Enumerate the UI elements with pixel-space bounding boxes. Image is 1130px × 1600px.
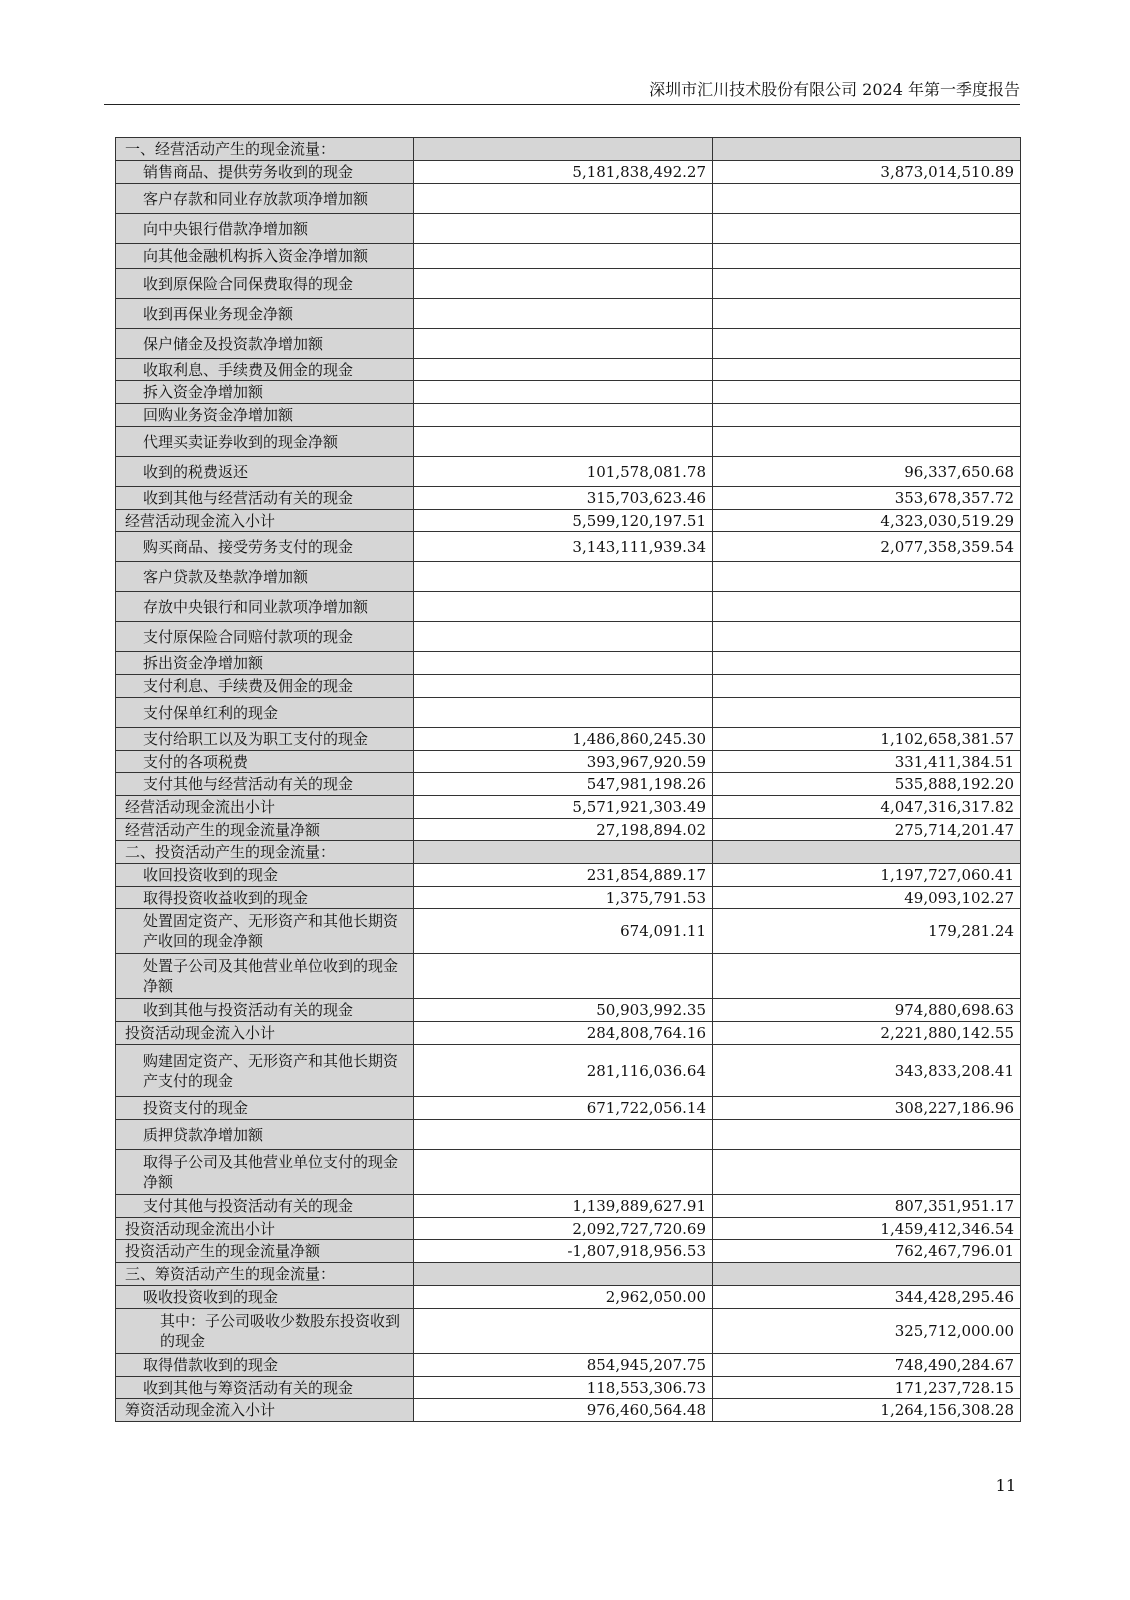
row-label: 投资活动产生的现金流量净额	[116, 1240, 414, 1263]
row-label: 三、筹资活动产生的现金流量：	[116, 1263, 414, 1286]
current-period-value	[414, 652, 713, 675]
table-row	[116, 675, 1021, 698]
table-row	[116, 592, 1021, 622]
prior-period-value	[713, 1120, 1021, 1150]
current-period-value: 854,945,207.75	[414, 1354, 713, 1377]
table-row	[116, 532, 1021, 562]
prior-period-value: 762,467,796.01	[713, 1240, 1021, 1263]
current-period-value	[414, 269, 713, 299]
row-label: 其中：子公司吸收少数股东投资收到的现金	[116, 1309, 414, 1354]
page-number: 11	[995, 1476, 1016, 1495]
row-label: 保户储金及投资款净增加额	[116, 329, 414, 359]
row-label: 销售商品、提供劳务收到的现金	[116, 161, 414, 184]
section-header-row	[116, 1263, 1021, 1286]
current-period-value: 3,143,111,939.34	[414, 532, 713, 562]
report-title: 深圳市汇川技术股份有限公司 2024 年第一季度报告	[649, 80, 1020, 99]
row-label: 客户存款和同业存放款项净增加额	[116, 184, 414, 214]
prior-period-value	[713, 138, 1021, 161]
table-row	[116, 728, 1021, 751]
current-period-value	[414, 622, 713, 652]
row-label: 客户贷款及垫款净增加额	[116, 562, 414, 592]
current-period-value: 1,139,889,627.91	[414, 1195, 713, 1218]
prior-period-value: 179,281.24	[713, 909, 1021, 954]
prior-period-value	[713, 675, 1021, 698]
current-period-value	[414, 1120, 713, 1150]
table-row	[116, 562, 1021, 592]
row-label: 收到其他与经营活动有关的现金	[116, 487, 414, 510]
prior-period-value: 325,712,000.00	[713, 1309, 1021, 1354]
row-label: 回购业务资金净增加额	[116, 404, 414, 427]
current-period-value: 118,553,306.73	[414, 1377, 713, 1399]
table-row	[116, 184, 1021, 214]
row-label: 收回投资收到的现金	[116, 864, 414, 887]
table-row	[116, 622, 1021, 652]
table-row	[116, 427, 1021, 457]
row-label: 收取利息、手续费及佣金的现金	[116, 359, 414, 381]
table-row	[116, 359, 1021, 381]
table-row	[116, 510, 1021, 532]
current-period-value	[414, 359, 713, 381]
table-row	[116, 1354, 1021, 1377]
current-period-value: 976,460,564.48	[414, 1399, 713, 1422]
prior-period-value: 748,490,284.67	[713, 1354, 1021, 1377]
row-label: 经营活动产生的现金流量净额	[116, 819, 414, 841]
current-period-value	[414, 698, 713, 728]
row-label: 经营活动现金流出小计	[116, 796, 414, 819]
row-label: 支付利息、手续费及佣金的现金	[116, 675, 414, 698]
report-header	[104, 78, 1020, 105]
table-row	[116, 909, 1021, 954]
row-label: 支付的各项税费	[116, 751, 414, 773]
prior-period-value	[713, 269, 1021, 299]
current-period-value: 5,181,838,492.27	[414, 161, 713, 184]
row-label: 吸收投资收到的现金	[116, 1286, 414, 1309]
table-row	[116, 887, 1021, 909]
current-period-value: 2,092,727,720.69	[414, 1218, 713, 1240]
current-period-value	[414, 214, 713, 244]
current-period-value: 27,198,894.02	[414, 819, 713, 841]
prior-period-value: 275,714,201.47	[713, 819, 1021, 841]
current-period-value	[414, 841, 713, 864]
current-period-value: 50,903,992.35	[414, 999, 713, 1022]
current-period-value	[414, 1309, 713, 1354]
prior-period-value: 331,411,384.51	[713, 751, 1021, 773]
prior-period-value: 343,833,208.41	[713, 1045, 1021, 1097]
prior-period-value	[713, 214, 1021, 244]
table-row	[116, 1195, 1021, 1218]
table-row	[116, 487, 1021, 510]
current-period-value	[414, 244, 713, 269]
current-period-value: 231,854,889.17	[414, 864, 713, 887]
prior-period-value	[713, 652, 1021, 675]
current-period-value	[414, 1263, 713, 1286]
table-row	[116, 329, 1021, 359]
prior-period-value: 4,323,030,519.29	[713, 510, 1021, 532]
prior-period-value	[713, 184, 1021, 214]
row-label: 存放中央银行和同业款项净增加额	[116, 592, 414, 622]
current-period-value	[414, 675, 713, 698]
table-row	[116, 796, 1021, 819]
row-label: 经营活动现金流入小计	[116, 510, 414, 532]
table-row	[116, 751, 1021, 773]
row-label: 支付给职工以及为职工支付的现金	[116, 728, 414, 751]
table-row	[116, 954, 1021, 999]
row-label: 向其他金融机构拆入资金净增加额	[116, 244, 414, 269]
prior-period-value: 1,197,727,060.41	[713, 864, 1021, 887]
row-label: 一、经营活动产生的现金流量：	[116, 138, 414, 161]
current-period-value: 1,486,860,245.30	[414, 728, 713, 751]
prior-period-value: 353,678,357.72	[713, 487, 1021, 510]
current-period-value	[414, 381, 713, 404]
current-period-value	[414, 184, 713, 214]
table-row	[116, 214, 1021, 244]
prior-period-value	[713, 427, 1021, 457]
current-period-value: 2,962,050.00	[414, 1286, 713, 1309]
row-label: 投资活动现金流出小计	[116, 1218, 414, 1240]
table-row	[116, 244, 1021, 269]
row-label: 取得借款收到的现金	[116, 1354, 414, 1377]
row-label: 处置子公司及其他营业单位收到的现金净额	[116, 954, 414, 999]
prior-period-value	[713, 359, 1021, 381]
prior-period-value: 2,221,880,142.55	[713, 1022, 1021, 1045]
table-row	[116, 1120, 1021, 1150]
prior-period-value	[713, 698, 1021, 728]
row-label: 收到其他与投资活动有关的现金	[116, 999, 414, 1022]
table-row	[116, 1377, 1021, 1399]
prior-period-value: 974,880,698.63	[713, 999, 1021, 1022]
prior-period-value	[713, 1263, 1021, 1286]
row-label: 取得投资收益收到的现金	[116, 887, 414, 909]
row-label: 代理买卖证券收到的现金净额	[116, 427, 414, 457]
prior-period-value	[713, 381, 1021, 404]
current-period-value	[414, 427, 713, 457]
current-period-value: 393,967,920.59	[414, 751, 713, 773]
prior-period-value	[713, 299, 1021, 329]
prior-period-value: 96,337,650.68	[713, 457, 1021, 487]
current-period-value	[414, 954, 713, 999]
prior-period-value	[713, 592, 1021, 622]
current-period-value	[414, 404, 713, 427]
prior-period-value	[713, 404, 1021, 427]
table-row	[116, 1045, 1021, 1097]
table-row	[116, 999, 1021, 1022]
prior-period-value	[713, 562, 1021, 592]
row-label: 处置固定资产、无形资产和其他长期资产收回的现金净额	[116, 909, 414, 954]
row-label: 收到的税费返还	[116, 457, 414, 487]
table-row	[116, 698, 1021, 728]
prior-period-value	[713, 244, 1021, 269]
current-period-value: 101,578,081.78	[414, 457, 713, 487]
current-period-value	[414, 592, 713, 622]
table-row	[116, 1022, 1021, 1045]
prior-period-value: 1,102,658,381.57	[713, 728, 1021, 751]
cash-flow-table	[115, 137, 1021, 1422]
row-label: 筹资活动现金流入小计	[116, 1399, 414, 1422]
prior-period-value	[713, 1150, 1021, 1195]
row-label: 质押贷款净增加额	[116, 1120, 414, 1150]
prior-period-value: 807,351,951.17	[713, 1195, 1021, 1218]
current-period-value: 315,703,623.46	[414, 487, 713, 510]
row-label: 支付其他与投资活动有关的现金	[116, 1195, 414, 1218]
cash-flow-table-body	[116, 138, 1021, 1422]
row-label: 购建固定资产、无形资产和其他长期资产支付的现金	[116, 1045, 414, 1097]
table-row	[116, 1097, 1021, 1120]
section-header-row	[116, 841, 1021, 864]
current-period-value: 5,599,120,197.51	[414, 510, 713, 532]
prior-period-value: 1,459,412,346.54	[713, 1218, 1021, 1240]
row-label: 收到再保业务现金净额	[116, 299, 414, 329]
prior-period-value: 308,227,186.96	[713, 1097, 1021, 1120]
prior-period-value: 3,873,014,510.89	[713, 161, 1021, 184]
row-label: 投资支付的现金	[116, 1097, 414, 1120]
row-label: 支付其他与经营活动有关的现金	[116, 773, 414, 796]
table-row	[116, 652, 1021, 675]
table-row	[116, 1286, 1021, 1309]
current-period-value: 674,091.11	[414, 909, 713, 954]
table-row	[116, 1150, 1021, 1195]
row-label: 拆出资金净增加额	[116, 652, 414, 675]
prior-period-value: 2,077,358,359.54	[713, 532, 1021, 562]
row-label: 向中央银行借款净增加额	[116, 214, 414, 244]
current-period-value: 281,116,036.64	[414, 1045, 713, 1097]
table-row	[116, 457, 1021, 487]
table-row	[116, 161, 1021, 184]
current-period-value	[414, 329, 713, 359]
row-label: 购买商品、接受劳务支付的现金	[116, 532, 414, 562]
row-label: 取得子公司及其他营业单位支付的现金净额	[116, 1150, 414, 1195]
row-label: 收到原保险合同保费取得的现金	[116, 269, 414, 299]
row-label: 支付保单红利的现金	[116, 698, 414, 728]
prior-period-value	[713, 841, 1021, 864]
row-label: 支付原保险合同赔付款项的现金	[116, 622, 414, 652]
table-row	[116, 1218, 1021, 1240]
table-row	[116, 773, 1021, 796]
current-period-value: 671,722,056.14	[414, 1097, 713, 1120]
prior-period-value: 344,428,295.46	[713, 1286, 1021, 1309]
row-label: 拆入资金净增加额	[116, 381, 414, 404]
prior-period-value: 171,237,728.15	[713, 1377, 1021, 1399]
table-row	[116, 404, 1021, 427]
current-period-value: 547,981,198.26	[414, 773, 713, 796]
prior-period-value: 1,264,156,308.28	[713, 1399, 1021, 1422]
current-period-value	[414, 138, 713, 161]
table-row	[116, 1399, 1021, 1422]
table-row	[116, 819, 1021, 841]
table-row	[116, 381, 1021, 404]
prior-period-value: 535,888,192.20	[713, 773, 1021, 796]
current-period-value: 1,375,791.53	[414, 887, 713, 909]
section-header-row	[116, 138, 1021, 161]
row-label: 收到其他与筹资活动有关的现金	[116, 1377, 414, 1399]
table-row	[116, 864, 1021, 887]
current-period-value: 284,808,764.16	[414, 1022, 713, 1045]
prior-period-value: 49,093,102.27	[713, 887, 1021, 909]
table-row	[116, 1309, 1021, 1354]
current-period-value	[414, 1150, 713, 1195]
prior-period-value: 4,047,316,317.82	[713, 796, 1021, 819]
current-period-value	[414, 299, 713, 329]
table-row	[116, 1240, 1021, 1263]
table-row	[116, 299, 1021, 329]
prior-period-value	[713, 329, 1021, 359]
prior-period-value	[713, 954, 1021, 999]
row-label: 投资活动现金流入小计	[116, 1022, 414, 1045]
current-period-value: -1,807,918,956.53	[414, 1240, 713, 1263]
row-label: 二、投资活动产生的现金流量：	[116, 841, 414, 864]
current-period-value	[414, 562, 713, 592]
current-period-value: 5,571,921,303.49	[414, 796, 713, 819]
table-row	[116, 269, 1021, 299]
prior-period-value	[713, 622, 1021, 652]
